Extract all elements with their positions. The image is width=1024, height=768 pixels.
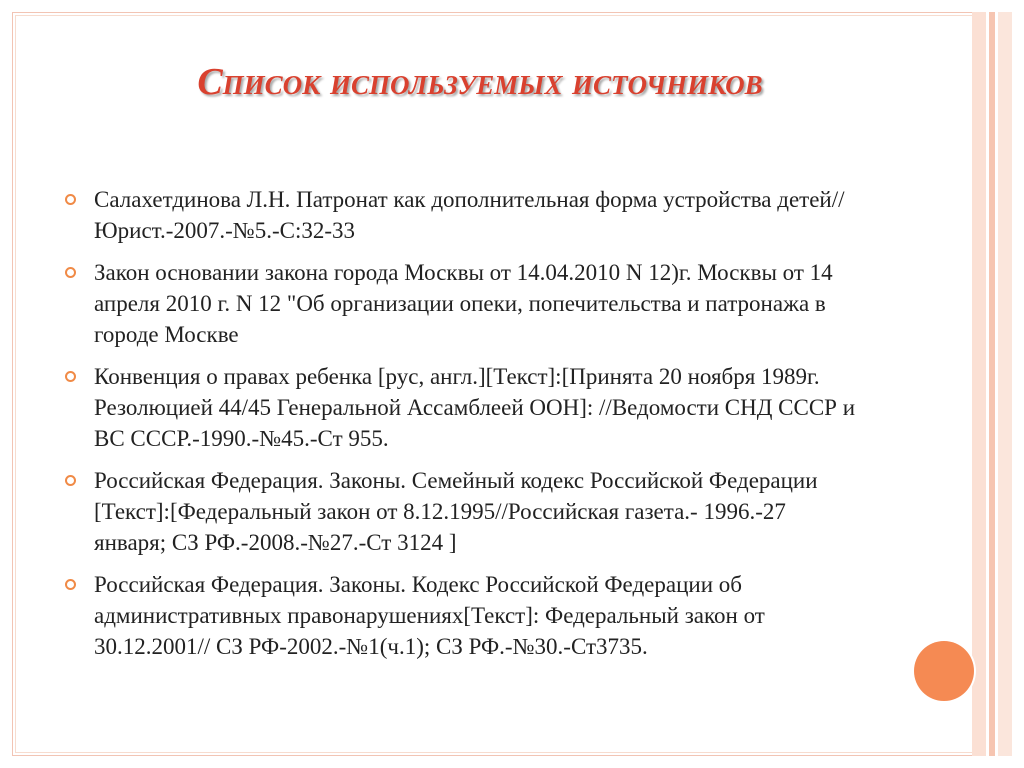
- bullet-icon: [65, 194, 76, 205]
- list-item-text: Конвенция о правах ребенка [рус, англ.][Текст]:[Принята 20 ноября 1989г. Резолюцией 44/45 Генеральной Ассамблеей ООН]: //Ведомости СНД СССР и ВС СССР.-1990.-№45.-Ст 955.: [94, 364, 856, 451]
- list-item-text: Закон основании закона города Москвы от 14.04.2010 N 12)г. Москвы от 14 апреля 2010 г. N 12 "Об организации опеки, попечительства и патронажа в городе Москве: [94, 260, 833, 347]
- decorative-circle: [914, 641, 974, 701]
- slide-title: Список используемых источников: [197, 61, 763, 103]
- decorative-stripes: [972, 12, 1012, 756]
- list-item: [60, 184, 860, 246]
- list-item: [60, 257, 860, 350]
- bullet-icon: [65, 579, 76, 590]
- list-item: [60, 465, 860, 558]
- list-item: [60, 361, 860, 454]
- bullet-icon: [65, 371, 76, 382]
- bullet-icon: [65, 267, 76, 278]
- stripe: [972, 12, 986, 756]
- sources-list: [60, 184, 860, 673]
- list-item-text: Салахетдинова Л.Н. Патронат как дополнительная форма устройства детей//Юрист.-2007.-№5.-С:32-33: [94, 187, 845, 243]
- list-item-text: Российская Федерация. Законы. Семейный кодекс Российской Федерации [Текст]:[Федеральный закон от 8.12.1995//Российская газета.- 1996.-27 января; СЗ РФ.-2008.-№27.-Ст 3124 ]: [94, 468, 818, 555]
- list-item: [60, 569, 860, 662]
- list-item-text: Российская Федерация. Законы. Кодекс Российской Федерации об административных правонарушениях[Текст]: Федеральный закон от 30.12.2001// СЗ РФ-2002.-№1(ч.1); СЗ РФ.-№30.-Ст3735.: [94, 572, 765, 659]
- bullet-icon: [65, 475, 76, 486]
- stripe: [998, 12, 1012, 756]
